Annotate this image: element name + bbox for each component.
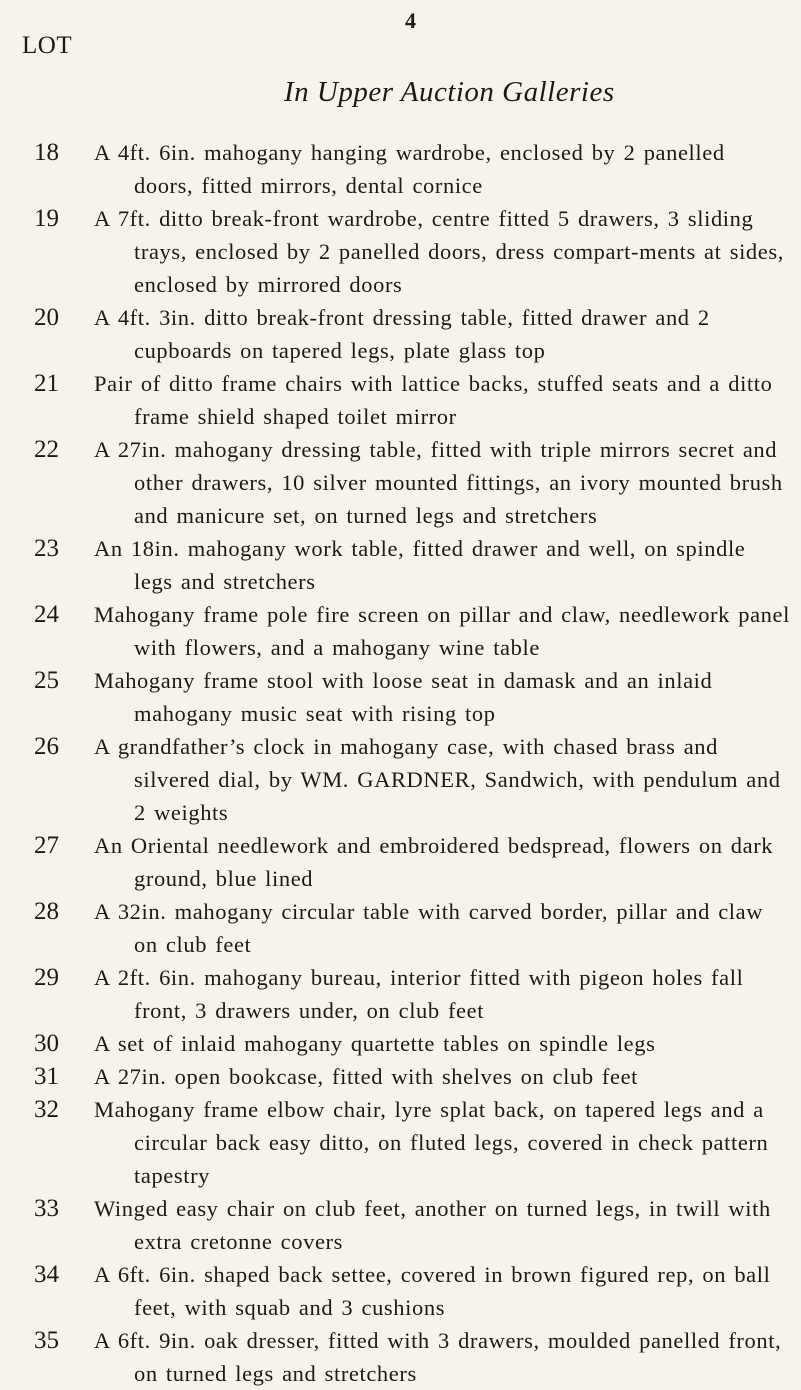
lot-number: 24 <box>34 601 59 628</box>
lot-number: 32 <box>34 1096 59 1123</box>
lot-description: A 7ft. ditto break-front wardrobe, centre fitted 5 drawers, 3 sliding trays, enclosed by 2 panelled doors, dress compart-ments at sides, enclosed by mirrored doors <box>94 206 784 297</box>
lot-description: A 4ft. 3in. ditto break-front dressing table, fitted drawer and 2 cupboards on tapered legs, plate glass top <box>94 305 710 363</box>
lot-entry <box>0 1324 801 1390</box>
lot-description: An Oriental needlework and embroidered bedspread, flowers on dark ground, blue lined <box>94 833 774 891</box>
lot-number: 33 <box>34 1195 59 1222</box>
lot-description: Mahogany frame elbow chair, lyre splat back, on tapered legs and a circular back easy ditto, on fluted legs, covered in check pattern tapestry <box>94 1097 769 1188</box>
lot-number: 25 <box>34 667 59 694</box>
lot-description: A 4ft. 6in. mahogany hanging wardrobe, enclosed by 2 panelled doors, fitted mirrors, dental cornice <box>94 140 725 198</box>
lot-number: 21 <box>34 370 59 397</box>
lot-number: 26 <box>34 733 59 760</box>
lot-number: 27 <box>34 832 59 859</box>
lot-entry <box>0 136 801 202</box>
lot-entry <box>0 1060 801 1093</box>
lot-description: A set of inlaid mahogany quartette tables on spindle legs <box>94 1031 656 1056</box>
lot-description: A 32in. mahogany circular table with carved border, pillar and claw on club feet <box>94 899 764 957</box>
lot-number: 34 <box>34 1261 59 1288</box>
lot-description: A grandfather’s clock in mahogany case, with chased brass and silvered dial, by WM. GARDNER, Sandwich, with pendulum and 2 weights <box>94 734 781 825</box>
lot-entry <box>0 1093 801 1192</box>
lot-description: A 6ft. 9in. oak dresser, fitted with 3 drawers, moulded panelled front, on turned legs and stretchers <box>94 1328 782 1386</box>
lot-description: A 2ft. 6in. mahogany bureau, interior fitted with pigeon holes fall front, 3 drawers under, on club feet <box>94 965 744 1023</box>
lot-entry <box>0 1258 801 1324</box>
lot-number: 30 <box>34 1030 59 1057</box>
lot-description: An 18in. mahogany work table, fitted drawer and well, on spindle legs and stretchers <box>94 536 746 594</box>
lot-entry <box>0 1192 801 1258</box>
lot-entry <box>0 202 801 301</box>
lot-number: 35 <box>34 1327 59 1354</box>
lot-description: Pair of ditto frame chairs with lattice backs, stuffed seats and a ditto frame shield shaped toilet mirror <box>94 371 773 429</box>
lot-description: Winged easy chair on club feet, another on turned legs, in twill with extra cretonne covers <box>94 1196 771 1254</box>
lot-entry <box>0 367 801 433</box>
lot-entry <box>0 961 801 1027</box>
lot-description: A 27in. open bookcase, fitted with shelves on club feet <box>94 1064 639 1089</box>
lot-description: A 6ft. 6in. shaped back settee, covered in brown figured rep, on ball feet, with squab and 3 cushions <box>94 1262 771 1320</box>
lot-entry <box>0 532 801 598</box>
lot-description: Mahogany frame stool with loose seat in damask and an inlaid mahogany music seat with rising top <box>94 668 713 726</box>
lot-number: 31 <box>34 1063 59 1090</box>
lot-number: 18 <box>34 139 59 166</box>
lot-list <box>0 136 801 1390</box>
lot-entry <box>0 829 801 895</box>
lot-number: 23 <box>34 535 59 562</box>
lot-entry <box>0 895 801 961</box>
page-number: 4 <box>405 8 416 33</box>
lot-column-heading: LOT <box>22 32 73 59</box>
lot-entry <box>0 664 801 730</box>
lot-entry <box>0 1027 801 1060</box>
lot-number: 20 <box>34 304 59 331</box>
gallery-title: In Upper Auction Galleries <box>284 76 615 108</box>
lot-entry <box>0 433 801 532</box>
lot-entry <box>0 301 801 367</box>
lot-number: 19 <box>34 205 59 232</box>
lot-description: A 27in. mahogany dressing table, fitted with triple mirrors secret and other drawers, 10 silver mounted fittings, an ivory mounted brush and manicure set, on turned legs and stretchers <box>94 437 783 528</box>
lot-entry <box>0 598 801 664</box>
lot-number: 29 <box>34 964 59 991</box>
lot-number: 22 <box>34 436 59 463</box>
lot-description: Mahogany frame pole fire screen on pillar and claw, needlework panel with flowers, and a mahogany wine table <box>94 602 790 660</box>
lot-number: 28 <box>34 898 59 925</box>
lot-entry <box>0 730 801 829</box>
